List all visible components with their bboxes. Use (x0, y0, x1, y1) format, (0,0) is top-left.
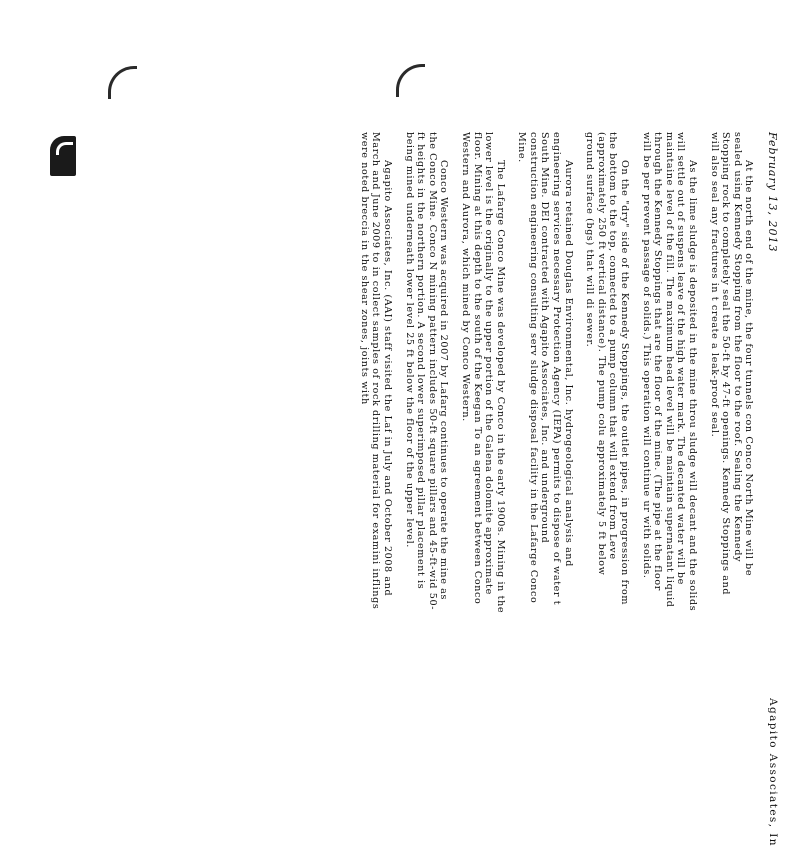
paragraph-lafarge-conco-mine: The Lafarge Conco Mine was developed by Conco in the early 1900s. Mining in the lower level is the originally to the upper portion of the Galena dolomite approximate floor. Mining at this depth to the south of the Keegan To an agreement between Conco Western and Aurora, which mined by Conco Western. (459, 132, 506, 614)
document-footer: Agapito Associates, In (767, 698, 779, 847)
binder-punch-hole-icon (396, 64, 425, 97)
paragraph-north-end-seal: At the north end of the mine, the four tunnels con Conco North Mine will be sealed using Kennedy Stopping from the floor to the roof. Sealing the Kennedy Stopping rock to completely seal the 50-ft by 47-ft openings. Kennedy Stoppings and will also seal any fractures in t create a leak-proof seal. (708, 132, 755, 596)
paragraph-agapito-visit: Agapito Associates, Inc. (AAI) staff visited the Laf in July and October 2008 and March and June 2009 to in collect samples of rock drilling material for examini inflings were noted breccia in the shear zones, joints with (358, 132, 393, 610)
paragraph-lime-sludge: As the lime sludge is deposited in the mine throu sludge will decant and the solids will settle out of suspens leave of the high water mark. The decanted water will be maintaine level of the fill. The maximum head level will be maintain supernatant liquid through the Kennedy Stoppings that are the floor of the mine. (The pipe at the floor will be per prevent passage of solids.) This operation will continue ur with solids. (640, 132, 699, 612)
document-date: February 13, 2013 (766, 132, 779, 253)
paragraph-dry-side: On the "dry" side of the Kennedy Stoppings, the outlet pipes, in progression from the bottom to the top, connected to a pump column that will extend from Leve (approximately 250 ft vertical distance). The pump colu approximately 5 ft below ground surface (bgs) that will di sewer. (584, 132, 631, 606)
binder-punch-hole-icon (108, 66, 137, 99)
rotated-document-text (348, 132, 779, 847)
paragraph-aurora-retained: Aurora retained Douglas Environmental, Inc. hydrogeological analysis and engineering services necessary Protection Agency (IEPA) permits to dispose of water t South Mine. DEI contracted with Agapito Associates, Inc. and underground construction engineering consulting serv sludge disposal facility in the Lafarge Conco Mine. (516, 132, 574, 606)
paragraph-conco-western: Conco Western was acquired in 2007 by Lafarg continues to operate the mine as the Conco Mine. Conco N mining pattern includes 50-ft square pillars and 45-ft-wid 50-ft heights in the northern portion. A second lower superimposed pillar placement is being mined underneath lower level 25 ft below the floor of the upper level. (403, 132, 450, 611)
binder-tab-mark-icon (50, 136, 76, 176)
